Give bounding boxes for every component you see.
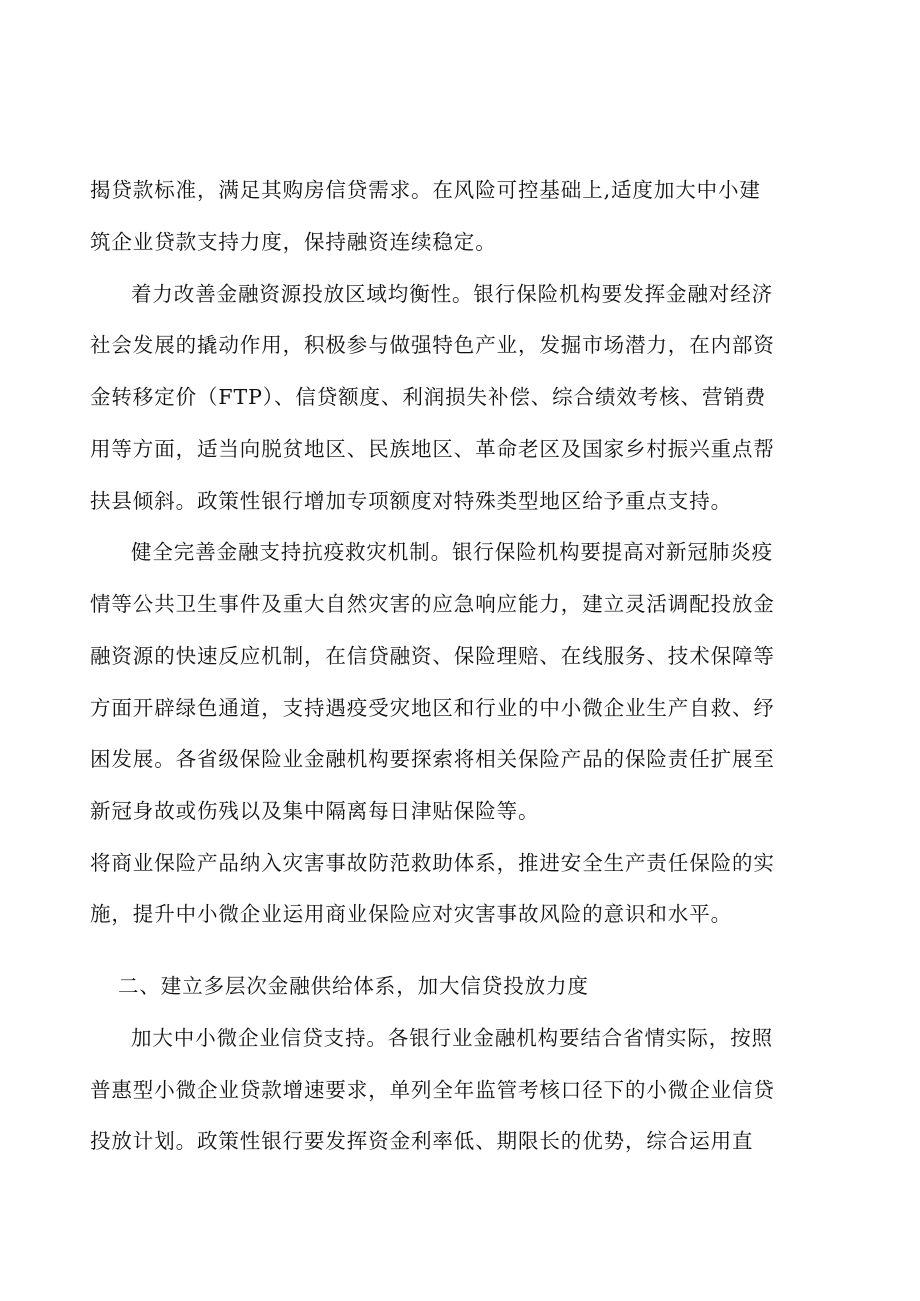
- text-line-18: 普惠型小微企业贷款增速要求，单列全年监管考核口径下的小微企业信贷: [90, 1078, 775, 1102]
- text-line-13: 新冠身故或伤残以及集中隔离每日津贴保险等。: [90, 799, 540, 823]
- text-line-09: 情等公共卫生事件及重大自然灾害的应急响应能力，建立灵活调配投放金: [90, 592, 775, 616]
- text-line-03: 着力改善金融资源投放区域均衡性。银行保险机构要发挥金融对经济: [131, 282, 773, 306]
- section-heading: 二、建立多层次金融供给体系，加大信贷投放力度: [118, 974, 589, 998]
- text-line-07: 扶县倾斜。政策性银行增加专项额度对特殊类型地区给予重点支持。: [90, 489, 732, 513]
- text-line-11: 方面开辟绿色通道，支持遇疫受灾地区和行业的中小微企业生产自救、纾: [90, 696, 775, 720]
- text-line-12: 困发展。各省级保险业金融机构要探索将相关保险产品的保险责任扩展至: [90, 747, 775, 771]
- text-line-04: 社会发展的撬动作用，积极参与做强特色产业，发掘市场潜力，在内部资: [90, 333, 775, 357]
- text-line-14: 将商业保险产品纳入灾害事故防范救助体系，推进安全生产责任保险的实: [90, 851, 775, 875]
- text-line-01: 揭贷款标准，满足其购房信贷需求。在风险可控基础上,适度加大中小建: [90, 178, 761, 202]
- text-line-06: 用等方面，适当向脱贫地区、民族地区、革命老区及国家乡村振兴重点帮: [90, 437, 775, 461]
- text-line-15: 施，提升中小微企业运用商业保险应对灾害事故风险的意识和水平。: [90, 902, 732, 926]
- text-line-05: 金转移定价（FTP）、信贷额度、利润损失补偿、综合绩效考核、营销费: [90, 385, 767, 409]
- text-line-17: 加大中小微企业信贷支持。各银行业金融机构要结合省情实际，按照: [131, 1026, 773, 1050]
- text-line-10: 融资源的快速反应机制，在信贷融资、保险理赔、在线服务、技术保障等: [90, 644, 775, 668]
- text-line-19: 投放计划。政策性银行要发挥资金利率低、期限长的优势，综合运用直: [90, 1129, 754, 1153]
- text-line-02: 筑企业贷款支持力度，保持融资连续稳定。: [90, 230, 497, 254]
- text-line-08: 健全完善金融支持抗疫救灾机制。银行保险机构要提高对新冠肺炎疫: [131, 540, 773, 564]
